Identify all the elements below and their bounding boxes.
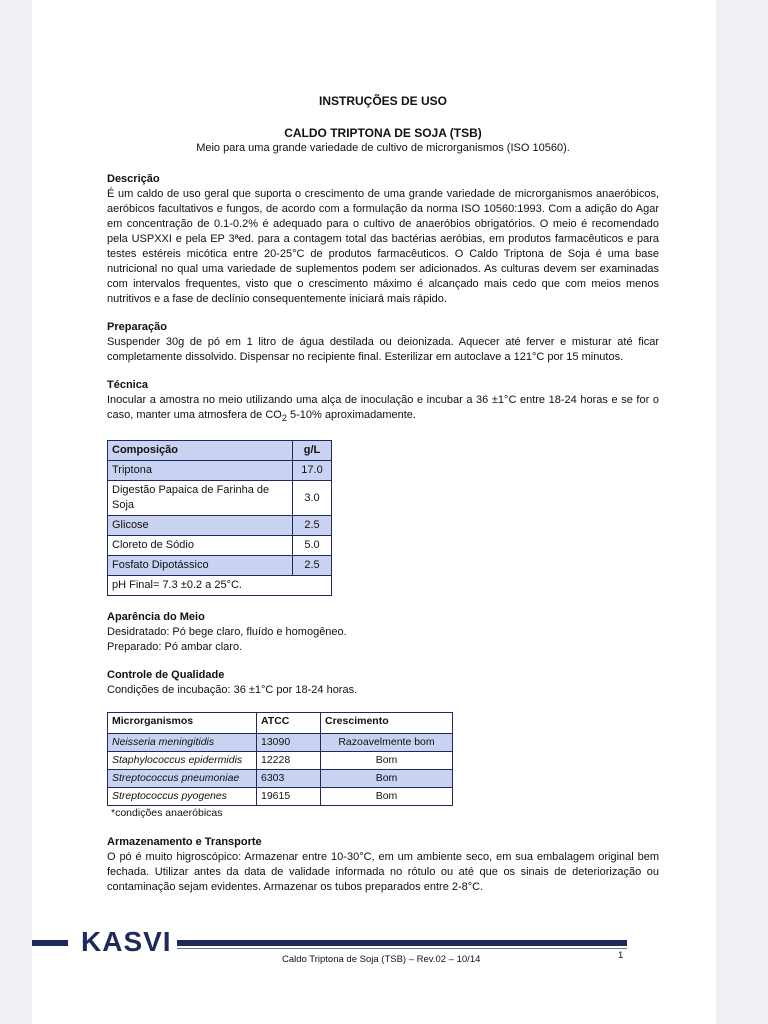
footer-divider — [177, 948, 627, 949]
composicao-value: 2.5 — [293, 556, 332, 576]
composicao-name: Digestão Papaica de Farinha de Soja — [108, 481, 293, 516]
organism-atcc: 13090 — [257, 734, 321, 752]
armazenamento-text: O pó é muito higroscópico: Armazenar entre 10-30°C, em um ambiente seco, em sua embalagem original bem fechada. Utilizar antes da data de validade informada no rótulo ou até que os sinais de deteriorização ou contaminação sejam evidentes. Armazenar os tubos preparados entre 2-8°C. — [107, 851, 659, 894]
tecnica-text — [107, 393, 659, 426]
microrganismos-header-atcc: ATCC — [257, 713, 321, 734]
composicao-name: Triptona — [108, 461, 293, 481]
tecnica-text-a: Inocular a amostra no meio utilizando uma alça de inoculação e incubar a 36 ±1°C entre 18-24 horas e se for o caso, manter uma atmosfera de CO — [107, 394, 659, 421]
table-row — [108, 461, 332, 481]
table-row — [108, 536, 332, 556]
composicao-header-row — [108, 441, 332, 461]
composicao-table — [107, 440, 332, 596]
composicao-ph: pH Final= 7.3 ±0.2 a 25°C. — [108, 576, 332, 596]
footer-bar-left — [32, 940, 68, 946]
table-row — [108, 556, 332, 576]
footer-text: Caldo Triptona de Soja (TSB) – Rev.02 – 10/14 — [282, 954, 481, 965]
composicao-name: Glicose — [108, 516, 293, 536]
composicao-name: Cloreto de Sódio — [108, 536, 293, 556]
descricao-heading: Descrição — [107, 173, 160, 185]
microrganismos-header-org: Microrganismos — [108, 713, 257, 734]
aparencia-line-1: Desidratado: Pó bege claro, fluído e homogêneo. — [107, 626, 347, 639]
document-content — [107, 94, 659, 895]
kasvi-logo: KASVI — [81, 926, 172, 957]
document-page — [32, 0, 716, 1024]
organism-atcc: 12228 — [257, 752, 321, 770]
table-row — [108, 481, 332, 516]
controle-heading: Controle de Qualidade — [107, 669, 225, 682]
document-title: INSTRUÇÕES DE USO — [318, 94, 447, 108]
composicao-value: 17.0 — [293, 461, 332, 481]
product-subtitle: Meio para uma grande variedade de cultivo de microrganismos (ISO 10560). — [196, 142, 570, 154]
organism-growth: Bom — [321, 770, 453, 788]
organism-growth: Razoavelmente bom — [321, 734, 453, 752]
microrganismos-note: *condições anaeróbicas — [111, 807, 223, 820]
organism-name: Streptococcus pyogenes — [108, 788, 257, 806]
tecnica-heading: Técnica — [107, 379, 148, 391]
organism-atcc: 19615 — [257, 788, 321, 806]
organism-growth: Bom — [321, 752, 453, 770]
organism-name: Streptococcus pneumoniae — [108, 770, 257, 788]
composicao-value: 5.0 — [293, 536, 332, 556]
tecnica-text-b: 5-10% aproximadamente. — [286, 409, 416, 421]
composicao-ph-row — [108, 576, 332, 596]
aparencia-heading: Aparência do Meio — [107, 611, 205, 624]
composicao-header-value: g/L — [293, 441, 332, 461]
tecnica-subscript: 2 — [281, 413, 287, 424]
microrganismos-header-crescimento: Crescimento — [321, 713, 453, 734]
composicao-value: 2.5 — [293, 516, 332, 536]
page-number: 1 — [618, 950, 624, 961]
organism-name: Neisseria meningitidis — [108, 734, 257, 752]
controle-line-1: Condições de incubação: 36 ±1°C por 18-24 horas. — [107, 684, 358, 697]
table-row — [108, 770, 453, 788]
composicao-header-name: Composição — [108, 441, 293, 461]
composicao-name: Fosfato Dipotássico — [108, 556, 293, 576]
table-row — [108, 788, 453, 806]
preparacao-text: Suspender 30g de pó em 1 litro de água destilada ou deionizada. Aquecer até ferver e misturar até ficar completamente dissolvido. Dispensar no recipiente final. Esterilizar em autoclave a 121°C por 15 minutos. — [107, 336, 659, 363]
organism-atcc: 6303 — [257, 770, 321, 788]
preparacao-heading: Preparação — [107, 321, 167, 333]
table-row — [108, 734, 453, 752]
table-row — [108, 516, 332, 536]
armazenamento-heading: Armazenamento e Transporte — [107, 836, 262, 849]
product-title: CALDO TRIPTONA DE SOJA (TSB) — [284, 126, 482, 140]
table-row — [108, 752, 453, 770]
organism-name: Staphylococcus epidermidis — [108, 752, 257, 770]
descricao-text: É um caldo de uso geral que suporta o crescimento de uma grande variedade de microrganismos anaeróbicos, aeróbicos facultativos e fungos, de acordo com a formulação da norma ISO 10560:1993. Com a adição do Agar em concentração de 0.1-0.2% é adequado para o cultivo de anaeróbios obrigatórios. O meio é recomendado pela USPXXI e pela EP 3ªed. para a contagem total das bactérias aeróbias, em produtos farmacêuticos e para testes estéreis micótica entre 20-25°C de produtos farmacêuticos. O Caldo Triptona de Soja é uma base nutricional no qual uma variedade de suplementos podem ser adicionados. As culturas devem ser examinadas com intervalos frequentes, visto que o crescimento máximo é alcançado mais cedo que com meios menos nutritivos e a fase de declínio consequentemente iniciará mais rápido. — [107, 188, 659, 305]
microrganismos-table — [107, 712, 453, 806]
footer-bar-right — [177, 940, 627, 946]
microrganismos-header-row — [108, 713, 453, 734]
aparencia-line-2: Preparado: Pó ambar claro. — [107, 641, 243, 654]
organism-growth: Bom — [321, 788, 453, 806]
composicao-value: 3.0 — [293, 481, 332, 516]
